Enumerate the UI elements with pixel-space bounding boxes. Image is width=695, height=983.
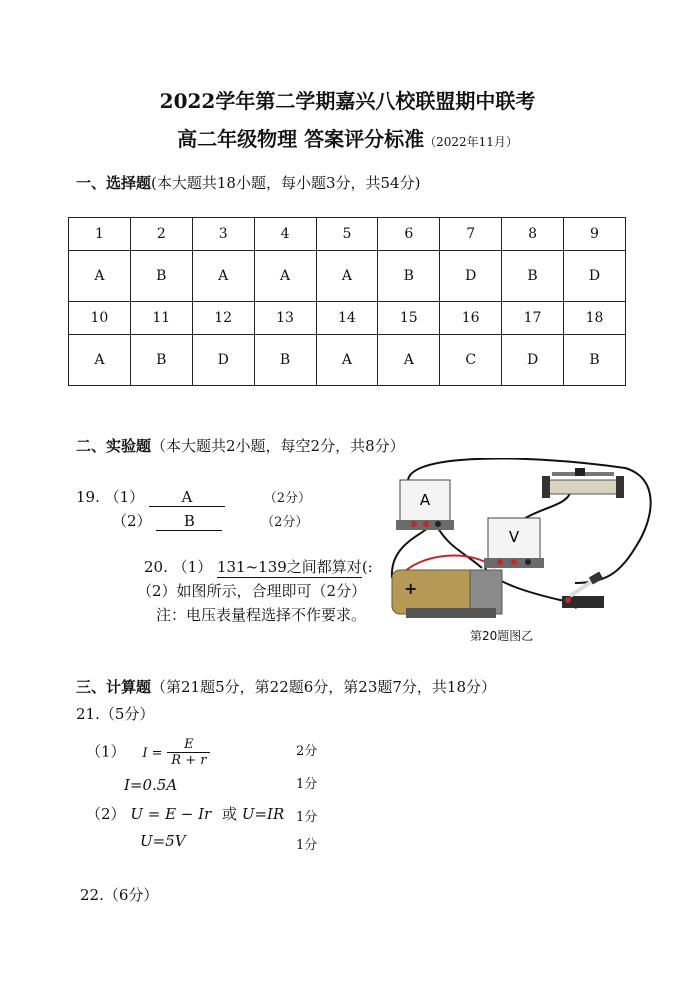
score: 2分	[296, 744, 318, 759]
part-label: （1）	[86, 742, 126, 761]
answer-cell: A	[69, 251, 131, 302]
q20-note: 注：电压表量程选择不作要求。	[156, 606, 367, 624]
part-label: （1）	[104, 488, 145, 506]
question-number: 15	[378, 302, 440, 335]
answer-cell: B	[254, 335, 316, 386]
formula-fraction	[167, 737, 210, 768]
score: 1分	[296, 777, 318, 792]
part-label: （1）	[172, 558, 213, 576]
table-row	[69, 218, 626, 251]
answer-table	[68, 217, 626, 386]
question-number: 1	[69, 218, 131, 251]
question-number: 4	[254, 218, 316, 251]
table-row	[69, 335, 626, 386]
subtitle-text: 高二年级物理 答案评分标准	[177, 127, 425, 151]
answer-cell: B	[564, 335, 626, 386]
ammeter-label: A	[419, 491, 431, 509]
battery	[392, 570, 502, 618]
question-number: 14	[316, 302, 378, 335]
table-row	[69, 251, 626, 302]
answer-cell: A	[316, 251, 378, 302]
answer-cell: B	[130, 335, 192, 386]
section1-heading	[76, 172, 420, 193]
score: 1分	[296, 810, 318, 825]
fraction-denominator: R + r	[171, 753, 207, 768]
formula-result-current: I=0.5A	[124, 776, 178, 794]
part-label: （2）	[86, 805, 126, 823]
voltmeter-label: V	[508, 528, 520, 546]
section2-title: 二、实验题	[76, 437, 152, 455]
question-number: 7	[440, 218, 502, 251]
question-number: 13	[254, 302, 316, 335]
q20-p1-answer: 131~139之间都算对	[216, 558, 362, 576]
figure-caption: 第20题图乙	[470, 629, 534, 643]
formula-voltage-alt: U=IR	[241, 805, 285, 823]
q21-label: 21.（5分）	[76, 705, 155, 723]
formula-or: 或	[222, 805, 238, 823]
table-row	[69, 302, 626, 335]
q21-part2	[86, 803, 284, 824]
page-title: 2022学年第二学期嘉兴八校联盟期中联考	[159, 89, 536, 113]
switch	[562, 572, 604, 608]
ammeter	[396, 480, 454, 530]
q22-label: 22.（6分）	[80, 886, 159, 904]
battery-plus: +	[404, 579, 418, 598]
rheostat	[542, 468, 624, 498]
answer-cell: A	[254, 251, 316, 302]
part-label: （2）	[112, 512, 152, 530]
answer-cell: B	[130, 251, 192, 302]
section1-note: (本大题共18小题，每小题3分，共54分)	[151, 174, 421, 192]
wire	[438, 528, 482, 568]
answer-cell: B	[378, 251, 440, 302]
exam-date: （2022年11月）	[424, 135, 518, 149]
circuit-figure	[370, 458, 670, 643]
question-number: 5	[316, 218, 378, 251]
answer-cell: A	[316, 335, 378, 386]
question-number: 9	[564, 218, 626, 251]
section2-note: （本大题共2小题，每空2分，共8分）	[151, 437, 405, 455]
question-number: 18	[564, 302, 626, 335]
answer-cell: A	[192, 251, 254, 302]
voltmeter	[484, 518, 544, 568]
formula-lhs: I =	[142, 745, 163, 761]
q19-part1	[76, 486, 311, 507]
q20-number: 20.	[144, 558, 168, 576]
formula-result-voltage: U=5V	[140, 832, 186, 850]
answer-cell: A	[69, 335, 131, 386]
section1-title: 一、选择题	[76, 174, 152, 192]
q19-p2-answer: B	[156, 512, 222, 531]
q19-part2	[112, 510, 308, 531]
answer-cell: D	[192, 335, 254, 386]
answer-cell: A	[378, 335, 440, 386]
question-number: 2	[130, 218, 192, 251]
question-number: 16	[440, 302, 502, 335]
section2-heading	[76, 435, 405, 456]
score: （2分）	[261, 515, 309, 530]
formula-voltage: U = E − Ir	[130, 805, 212, 823]
fraction-numerator: E	[167, 737, 210, 753]
question-number: 6	[378, 218, 440, 251]
answer-cell: D	[564, 251, 626, 302]
question-number: 17	[502, 302, 564, 335]
question-number: 11	[130, 302, 192, 335]
answer-cell: C	[440, 335, 502, 386]
score: （2分）	[263, 491, 312, 506]
q19-number: 19.	[76, 488, 100, 506]
question-number: 10	[69, 302, 131, 335]
section3-title: 三、计算题	[76, 678, 152, 696]
answer-cell: D	[502, 335, 564, 386]
question-number: 3	[192, 218, 254, 251]
page-subtitle	[0, 123, 695, 152]
q20-part2: （2）如图所示，合理即可（2分）	[137, 582, 367, 600]
q21-part1	[86, 737, 210, 768]
section3-note: （第21题5分，第22题6分，第23题7分，共18分）	[151, 678, 496, 696]
question-number: 12	[192, 302, 254, 335]
score: 1分	[296, 838, 318, 853]
question-number: 8	[502, 218, 564, 251]
q19-p1-answer: A	[149, 488, 225, 507]
answer-cell: B	[502, 251, 564, 302]
q20-p1-tail: (:	[361, 558, 373, 576]
q20-part1	[144, 556, 373, 578]
section3-heading	[76, 676, 496, 697]
answer-cell: D	[440, 251, 502, 302]
